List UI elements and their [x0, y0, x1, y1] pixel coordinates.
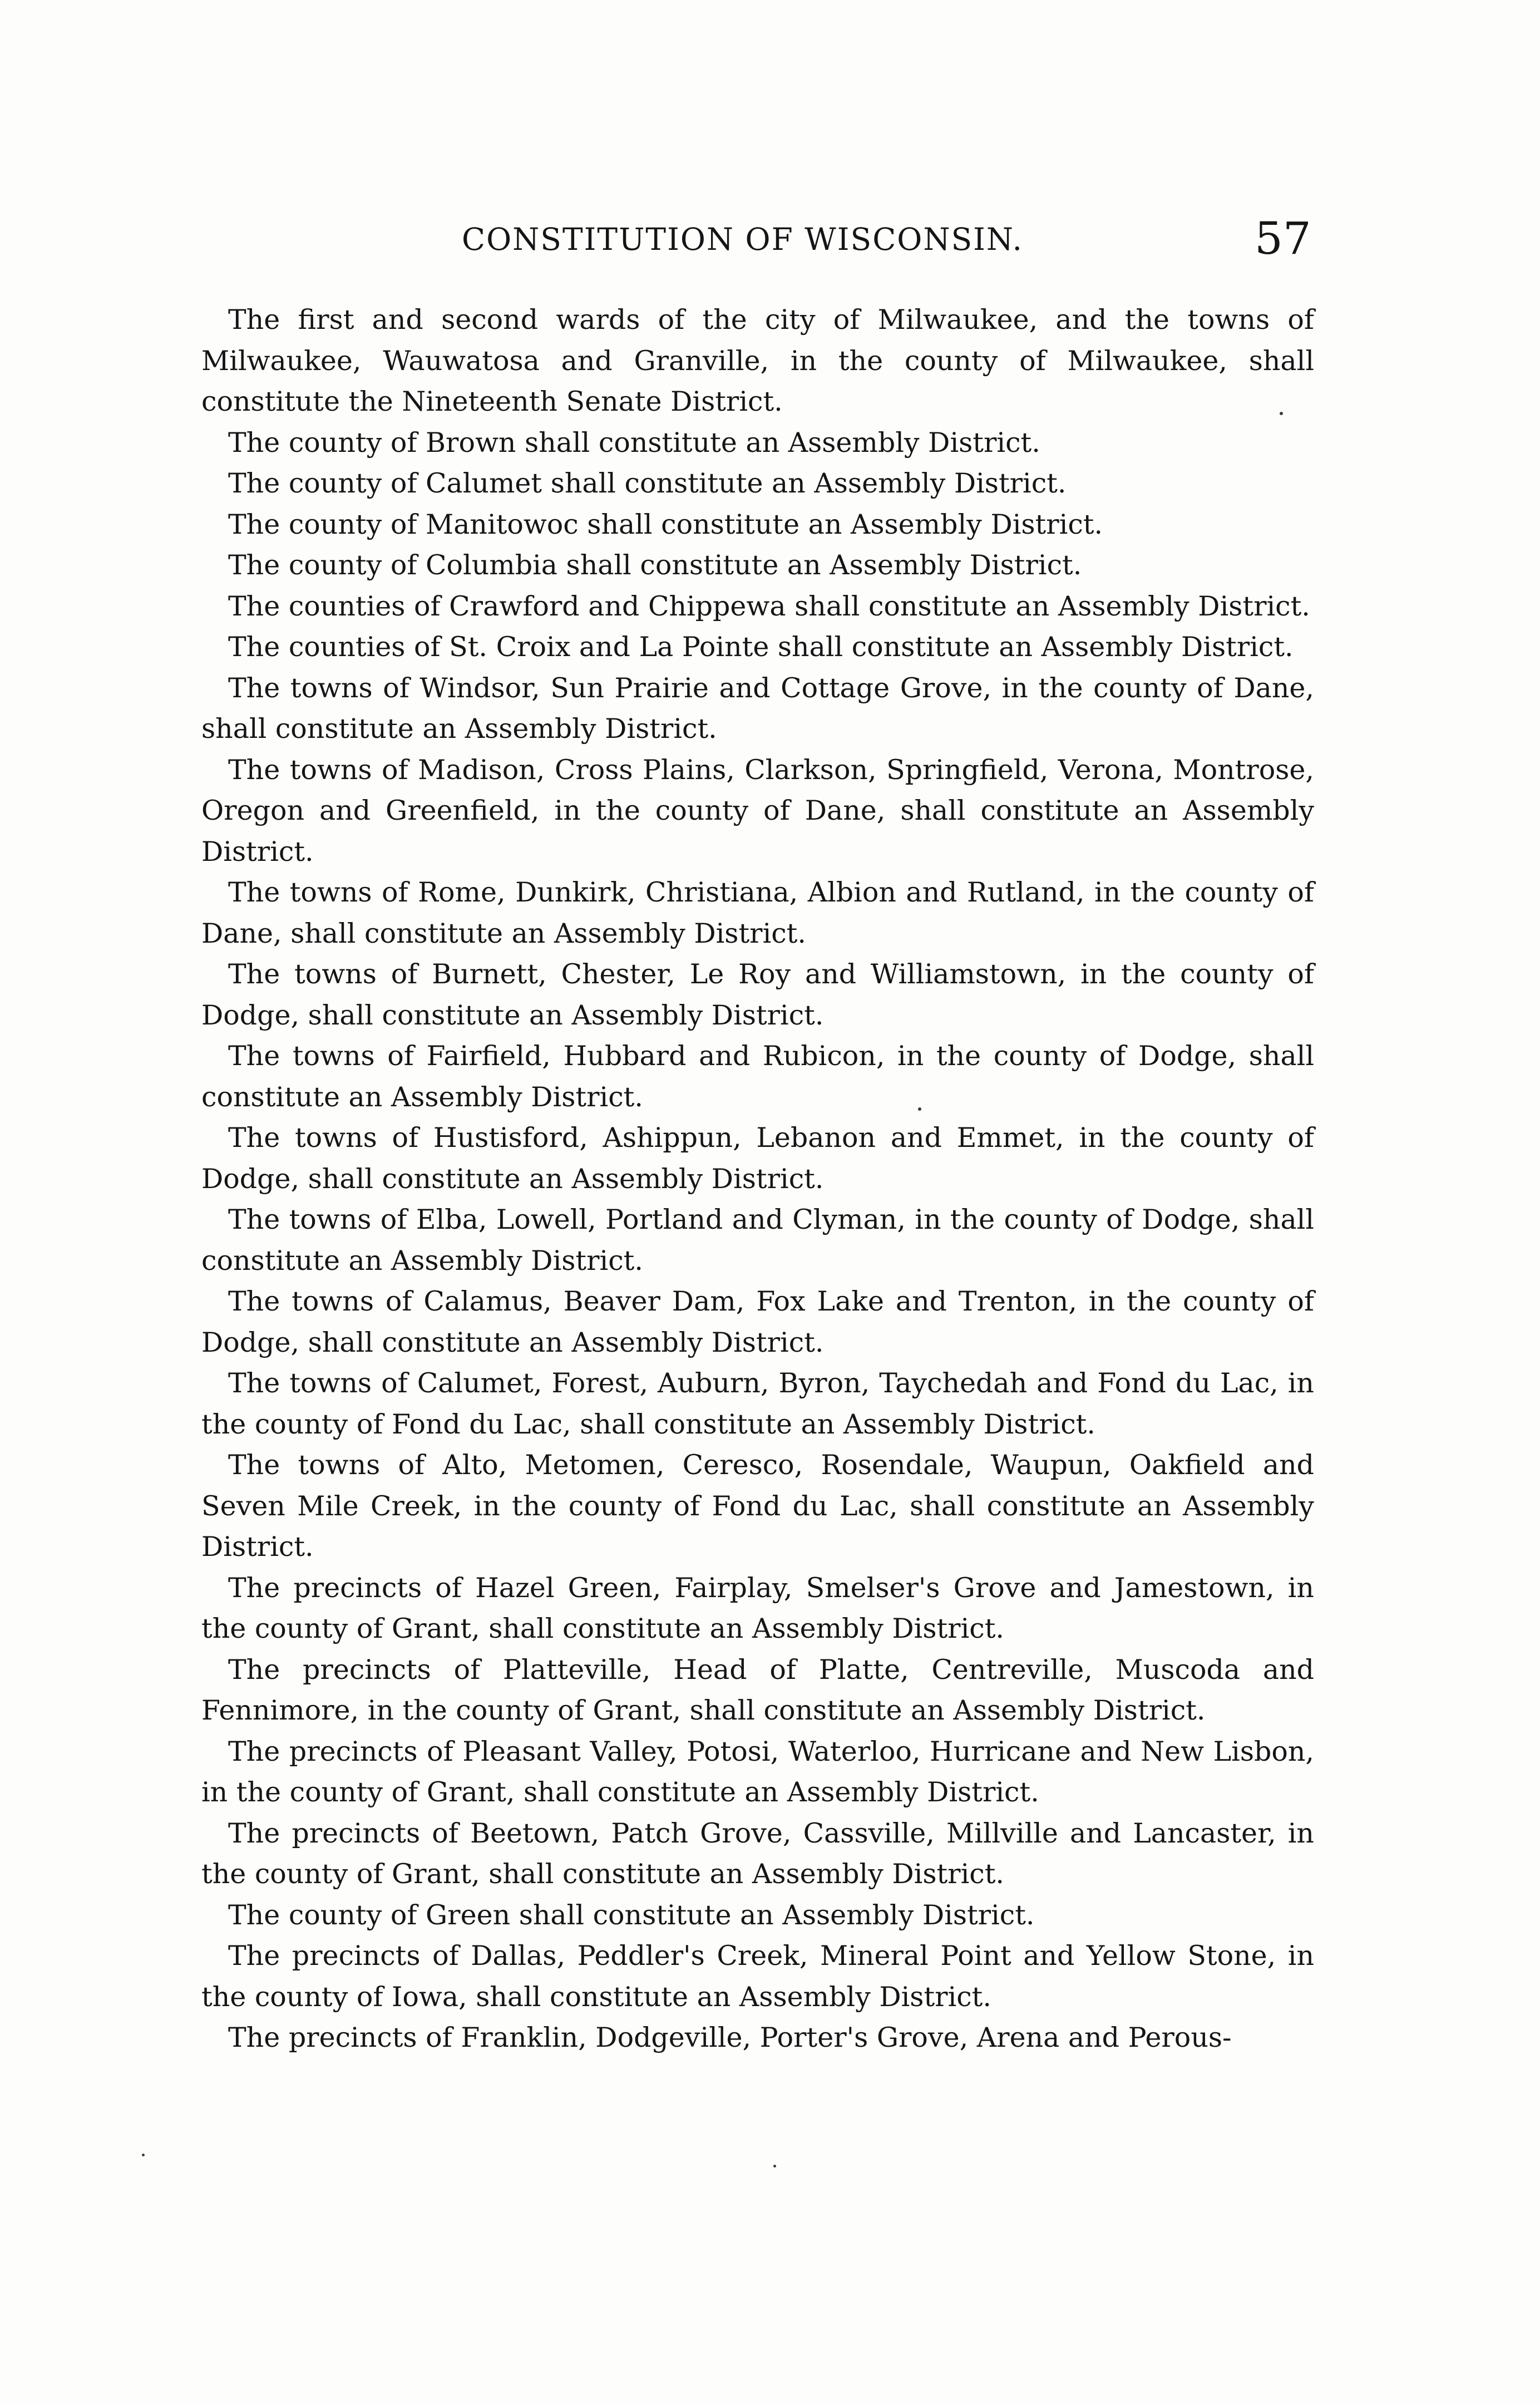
print-speck: [142, 2154, 145, 2156]
paragraph: The precincts of Dallas, Peddler's Creek, Mineral Point and Yellow Stone, in the county of Iowa, shall constitute an Assembly District.: [201, 1940, 1314, 2013]
paragraph: The counties of Crawford and Chippewa shall constitute an Assembly District.: [228, 590, 1310, 622]
paragraph: The towns of Fairfield, Hubbard and Rubicon, in the county of Dodge, shall constitute an Assembly District.: [201, 1040, 1314, 1113]
paragraph: The county of Manitowoc shall constitute an Assembly District.: [228, 508, 1103, 540]
paragraph: The towns of Madison, Cross Plains, Clarkson, Springfield, Verona, Montrose, Oregon and Greenfield, in the county of Dane, shall constitute an Assembly District.: [201, 753, 1314, 868]
paragraph: The towns of Alto, Metomen, Ceresco, Rosendale, Waupun, Oakfield and Seven Mile Creek, in the county of Fond du Lac, shall constitute an Assembly District.: [201, 1449, 1314, 1563]
paragraph: The towns of Elba, Lowell, Portland and Clyman, in the county of Dodge, shall constitute an Assembly District.: [201, 1204, 1314, 1277]
paragraph: The precincts of Pleasant Valley, Potosi, Waterloo, Hurricane and New Lisbon, in the county of Grant, shall constitute an Assembly District.: [201, 1735, 1314, 1808]
page-number: 57: [1255, 213, 1311, 264]
paragraph: The county of Columbia shall constitute an Assembly District.: [228, 549, 1082, 581]
paragraph: The towns of Hustisford, Ashippun, Lebanon and Emmet, in the county of Dodge, shall constitute an Assembly District.: [201, 1122, 1314, 1195]
print-speck: [1280, 412, 1283, 415]
paragraph: The county of Calumet shall constitute an Assembly District.: [228, 467, 1067, 499]
print-speck: [918, 1107, 921, 1111]
paragraph: The precincts of Beetown, Patch Grove, Cassville, Millville and Lancaster, in the county of Grant, shall constitute an Assembly District.: [201, 1817, 1314, 1890]
paragraph: The county of Brown shall constitute an Assembly District.: [228, 426, 1040, 459]
paragraph: The towns of Windsor, Sun Prairie and Cottage Grove, in the county of Dane, shall constitute an Assembly District.: [201, 672, 1314, 745]
running-title: CONSTITUTION OF WISCONSIN.: [462, 221, 1023, 257]
paragraph: The towns of Burnett, Chester, Le Roy and Williamstown, in the county of Dodge, shall constitute an Assembly District.: [201, 958, 1314, 1031]
body-text: [201, 299, 1314, 2058]
paragraph: The county of Green shall constitute an Assembly District.: [228, 1899, 1035, 1931]
paragraph: The first and second wards of the city of Milwaukee, and the towns of Milwaukee, Wauwatosa and Granville, in the county of Milwaukee, shall constitute the Nineteenth Senate District.: [201, 304, 1314, 417]
paragraph: The precincts of Franklin, Dodgeville, Porter's Grove, Arena and Perous-: [228, 2022, 1232, 2053]
paragraph: The counties of St. Croix and La Pointe shall constitute an Assembly District.: [228, 631, 1294, 663]
paragraph: The towns of Calamus, Beaver Dam, Fox Lake and Trenton, in the county of Dodge, shall constitute an Assembly District.: [201, 1285, 1314, 1358]
paragraph: The towns of Rome, Dunkirk, Christiana, Albion and Rutland, in the county of Dane, shall constitute an Assembly District.: [201, 876, 1314, 949]
paragraph: The precincts of Platteville, Head of Platte, Centreville, Muscoda and Fennimore, in the county of Grant, shall constitute an Assembly District.: [201, 1653, 1314, 1726]
paragraph: The towns of Calumet, Forest, Auburn, Byron, Taychedah and Fond du Lac, in the county of Fond du Lac, shall constitute an Assembly District.: [201, 1367, 1314, 1440]
paragraph: The precincts of Hazel Green, Fairplay, Smelser's Grove and Jamestown, in the county of Grant, shall constitute an Assembly District.: [201, 1572, 1314, 1644]
print-speck: [773, 2165, 776, 2167]
